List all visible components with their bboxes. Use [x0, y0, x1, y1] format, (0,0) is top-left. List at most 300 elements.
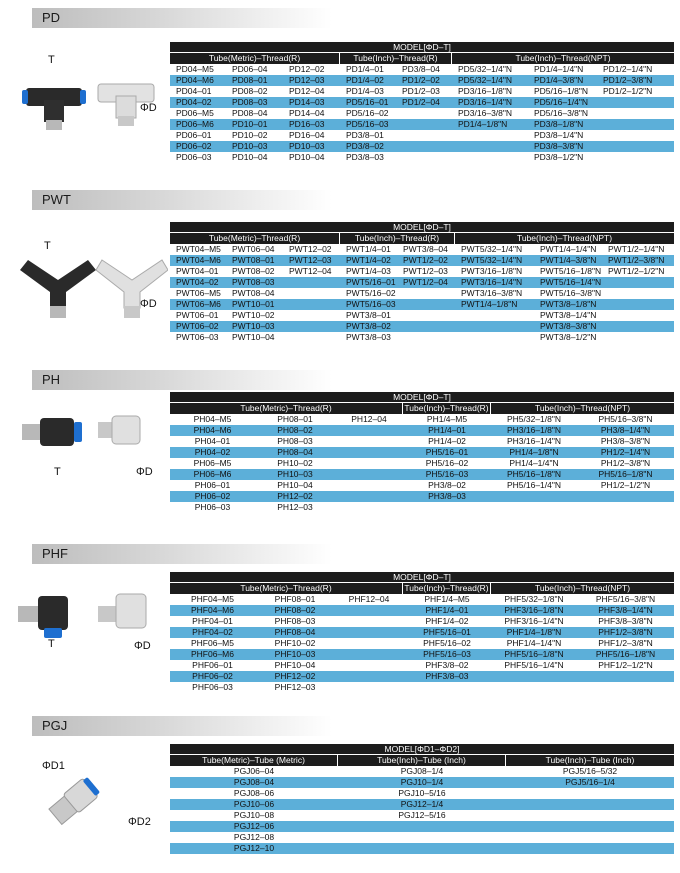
table-row [170, 277, 674, 288]
table-cell: PD5/16–3/8"N [534, 108, 589, 118]
table-row [170, 766, 674, 777]
table-cell: PWT3/8–3/8"N [540, 321, 597, 331]
model-header: MODEL[ΦD–T] [170, 572, 674, 583]
table-cell: PHF3/16–1/8"N [504, 605, 564, 615]
table-cell: PGJ10–06 [233, 799, 275, 809]
group-header-row [170, 233, 674, 244]
table-cell: PD1/2–1/2"N [603, 86, 653, 96]
table-cell: PH08–03 [277, 436, 313, 446]
table-row [170, 64, 674, 75]
table-cell: PH5/16–1/8"N [506, 469, 562, 479]
table-cell: PWT1/2–04 [403, 277, 448, 287]
table-cell: PH10–03 [277, 469, 313, 479]
table-cell: PHF08–01 [274, 594, 316, 604]
table-cell: PWT1/4–01 [346, 244, 391, 254]
table-cell [397, 332, 455, 343]
table-cell: PWT3/8–01 [346, 310, 391, 320]
table-cell: PH1/4–1/4"N [509, 458, 559, 468]
table-cell: PH04–M6 [193, 425, 232, 435]
elbow-fitting-image [18, 410, 148, 460]
table-cell: PWT1/4–1/4"N [540, 244, 597, 254]
table-row [170, 605, 674, 616]
table-cell: PD12–04 [289, 86, 325, 96]
table-row [170, 594, 674, 605]
table-cell: PH06–M5 [193, 458, 232, 468]
table-cell: PD04–M5 [176, 64, 214, 74]
table-row [170, 671, 674, 682]
table-cell: PHF5/16–1/8"N [504, 649, 564, 659]
table-cell: PD1/4–01 [346, 64, 384, 74]
table-cell: PHF10–03 [274, 649, 316, 659]
table-cell: PWT10–04 [232, 332, 275, 342]
table-row [170, 616, 674, 627]
table-cell [455, 321, 534, 332]
table-cell: PGJ06–04 [233, 766, 275, 776]
table-row [170, 469, 674, 480]
table-cell [335, 649, 403, 660]
table-cell: PWT5/32–1/4"N [461, 244, 523, 254]
group-header: Tube(Inch)–Tube (Inch) [545, 755, 635, 765]
table-cell: PGJ5/16–1/4 [565, 777, 615, 787]
table-cell [403, 682, 491, 693]
table-cell: PH06–M6 [193, 469, 232, 479]
table-cell: PH3/8–1/4"N [600, 425, 651, 435]
group-header: Tube(Metric)–Thread(R) [170, 53, 340, 64]
table-cell: PHF5/16–3/8"N [595, 594, 656, 604]
table-cell: PHF04–M5 [191, 594, 234, 604]
table-cell [455, 310, 534, 321]
table-row [170, 821, 674, 832]
table-cell: PD10–04 [232, 152, 268, 162]
table-cell [577, 671, 674, 682]
table-cell: PWT10–01 [232, 299, 275, 309]
table-cell: PH10–02 [277, 458, 313, 468]
table-cell: PWT3/8–03 [346, 332, 391, 342]
table-cell [452, 130, 528, 141]
table-cell: PH3/16–1/8"N [506, 425, 562, 435]
table-row [170, 244, 674, 255]
table-cell [491, 502, 577, 513]
table-cell: PH5/16–02 [425, 458, 469, 468]
table-cell [597, 97, 674, 108]
group-header-row [170, 755, 674, 766]
model-header: MODEL[ΦD1–ΦD2] [170, 744, 674, 755]
table-cell: PD06–M6 [176, 119, 214, 129]
table-row [170, 458, 674, 469]
model-header: MODEL[ΦD–T] [170, 42, 674, 53]
table-cell: PWT1/2–1/4"N [608, 244, 665, 254]
table-cell: PD3/8–3/8"N [534, 141, 584, 151]
model-table [170, 392, 674, 513]
table-cell: PD10–03 [232, 141, 268, 151]
table-cell: PD08–01 [232, 75, 268, 85]
table-cell: PD1/2–02 [402, 75, 440, 85]
table-cell: PD04–02 [176, 97, 212, 107]
table-cell: PH1/2–3/8"N [600, 458, 651, 468]
table-cell [506, 821, 674, 832]
table-cell: PWT1/4–1/8"N [461, 299, 518, 309]
table-cell: PD3/8–01 [346, 130, 384, 140]
table-cell: PH3/8–02 [428, 480, 466, 490]
table-row [170, 638, 674, 649]
table-cell: PWT1/4–02 [346, 255, 391, 265]
table-cell [597, 141, 674, 152]
table-cell: PGJ10–08 [233, 810, 275, 820]
group-header: Tube(Inch)–Thread(NPT) [534, 583, 631, 593]
table-cell [577, 682, 674, 693]
table-cell [602, 321, 674, 332]
table-cell: PHF04–M6 [191, 605, 234, 615]
table-cell: PD3/8–02 [346, 141, 384, 151]
table-row [170, 108, 674, 119]
table-row [170, 777, 674, 788]
group-header: Tube(Inch)–Thread(NPT) [516, 233, 613, 243]
table-cell [597, 108, 674, 119]
table-row [170, 832, 674, 843]
table-cell: PHF3/8–03 [425, 671, 469, 681]
table-cell: PHF08–04 [274, 627, 316, 637]
table-cell: PWT08–03 [232, 277, 275, 287]
table-cell [283, 288, 340, 299]
table-cell: PGJ08–06 [233, 788, 275, 798]
table-cell: PD10–02 [232, 130, 268, 140]
table-cell: PHF08–02 [274, 605, 316, 615]
table-row [170, 75, 674, 86]
section-pd [0, 8, 680, 178]
table-cell: PH3/8–03 [428, 491, 466, 501]
table-cell [335, 638, 403, 649]
table-cell [335, 447, 403, 458]
diameter-label: ΦD [140, 298, 157, 310]
table-cell: PWT5/16–03 [346, 299, 396, 309]
table-cell [335, 436, 403, 447]
table-cell [597, 119, 674, 130]
table-cell [491, 491, 577, 502]
table-cell: PWT3/8–02 [346, 321, 391, 331]
table-cell [396, 152, 452, 163]
group-header: Tube(Inch)–Thread(R) [403, 403, 491, 414]
inlet-diameter-label: ΦD1 [42, 760, 65, 772]
table-cell: PD12–02 [289, 64, 325, 74]
table-cell: PHF06–03 [192, 682, 233, 692]
table-row [170, 288, 674, 299]
section-title: PH [32, 370, 332, 390]
model-header: MODEL[ΦD–T] [170, 392, 674, 403]
table-cell: PWT04–02 [176, 277, 219, 287]
table-cell: PH1/2–1/4"N [600, 447, 651, 457]
table-cell: PHF12–02 [274, 671, 316, 681]
table-cell: PD3/8–04 [402, 64, 440, 74]
section-title: PHF [32, 544, 332, 564]
table-cell [506, 810, 674, 821]
table-cell: PD1/4–1/8"N [458, 119, 508, 129]
table-cell: PWT3/16–1/4"N [461, 277, 523, 287]
table-cell: PWT1/4–03 [346, 266, 391, 276]
model-table [170, 42, 674, 163]
table-row [170, 843, 674, 854]
thread-label: T [48, 638, 55, 650]
table-cell: PH12–03 [277, 502, 313, 512]
table-cell: PHF1/2–1/2"N [598, 660, 653, 670]
table-cell [335, 480, 403, 491]
model-table [170, 222, 674, 343]
table-cell: PWT08–04 [232, 288, 275, 298]
table-cell [577, 491, 674, 502]
table-cell: PWT04–M6 [176, 255, 221, 265]
table-cell [577, 502, 674, 513]
table-cell [335, 627, 403, 638]
table-cell: PHF06–02 [192, 671, 233, 681]
table-cell: PHF1/4–M5 [424, 594, 470, 604]
table-cell [506, 799, 674, 810]
table-cell: PHF1/2–3/8"N [598, 638, 653, 648]
table-cell: PHF1/4–02 [425, 616, 469, 626]
table-row [170, 332, 674, 343]
table-cell: PWT5/32–1/4"N [461, 255, 523, 265]
table-cell [335, 682, 403, 693]
table-cell: PD10–04 [289, 152, 325, 162]
table-cell [602, 332, 674, 343]
table-cell [396, 108, 452, 119]
section-title: PGJ [32, 716, 332, 736]
table-cell: PWT10–03 [232, 321, 275, 331]
table-cell: PGJ5/16–5/32 [562, 766, 618, 776]
table-cell: PH5/16–1/8"N [598, 469, 653, 479]
table-cell: PH1/4–01 [428, 425, 466, 435]
table-cell: PD5/16–02 [346, 108, 389, 118]
table-cell: PWT5/16–1/4"N [540, 277, 602, 287]
table-cell: PD3/8–1/8"N [534, 119, 584, 129]
table-row [170, 649, 674, 660]
table-cell: PWT06–M6 [176, 299, 221, 309]
table-cell [335, 605, 403, 616]
table-cell: PH04–01 [194, 436, 231, 446]
table-cell: PD12–03 [289, 75, 325, 85]
table-cell: PD5/32–1/4"N [458, 75, 513, 85]
table-cell [602, 310, 674, 321]
table-cell: PHF3/16–1/4"N [504, 616, 564, 626]
table-cell: PH08–02 [277, 425, 313, 435]
table-cell: PH3/16–1/4"N [506, 436, 562, 446]
table-cell: PD06–01 [176, 130, 212, 140]
table-cell [397, 288, 455, 299]
table-cell: PH5/16–1/4"N [506, 480, 562, 490]
table-cell: PWT08–02 [232, 266, 275, 276]
table-cell [491, 671, 577, 682]
table-cell: PD1/2–03 [402, 86, 440, 96]
table-cell [335, 469, 403, 480]
table-row [170, 141, 674, 152]
thread-label: T [44, 240, 51, 252]
table-row [170, 310, 674, 321]
table-cell: PHF3/8–1/4"N [598, 605, 653, 615]
table-cell [597, 130, 674, 141]
group-header-row [170, 583, 674, 594]
table-cell [506, 832, 674, 843]
table-cell: PD1/2–1/4"N [603, 64, 653, 74]
table-cell: PD5/16–1/4"N [534, 97, 589, 107]
table-row [170, 447, 674, 458]
table-cell: PHF3/8–02 [425, 660, 469, 670]
table-cell: PHF1/4–01 [425, 605, 469, 615]
table-cell: PD1/4–1/4"N [534, 64, 584, 74]
table-cell: PD06–02 [176, 141, 212, 151]
table-cell: PHF12–03 [274, 682, 316, 692]
table-cell: PWT04–M5 [176, 244, 221, 254]
table-cell: PH1/4–02 [428, 436, 466, 446]
table-cell: PWT1/2–02 [403, 255, 448, 265]
diameter-label: ΦD [134, 640, 151, 652]
table-cell: PD5/16–1/8"N [534, 86, 589, 96]
table-cell: PWT3/16–3/8"N [461, 288, 523, 298]
group-header-row [170, 403, 674, 414]
table-cell: PH12–04 [351, 414, 387, 424]
table-cell: PD3/16–1/8"N [458, 86, 513, 96]
table-cell: PD3/8–03 [346, 152, 384, 162]
table-cell: PD16–04 [289, 130, 325, 140]
table-cell: PD06–04 [232, 64, 268, 74]
table-cell: PWT3/8–1/8"N [540, 299, 597, 309]
table-cell: PD08–02 [232, 86, 268, 96]
table-cell: PWT10–02 [232, 310, 275, 320]
table-row [170, 130, 674, 141]
table-cell [396, 141, 452, 152]
table-cell: PD04–01 [176, 86, 212, 96]
table-cell: PGJ08–04 [233, 777, 275, 787]
table-cell: PD1/4–3/8"N [534, 75, 584, 85]
model-table [170, 744, 674, 854]
table-cell: PD3/16–3/8"N [458, 108, 513, 118]
table-cell: PH1/4–1/8"N [509, 447, 559, 457]
table-cell: PH08–04 [277, 447, 313, 457]
group-header: Tube(Inch)–Thread(NPT) [534, 403, 631, 413]
table-cell: PWT08–01 [232, 255, 275, 265]
table-cell [335, 458, 403, 469]
table-cell: PWT06–M5 [176, 288, 221, 298]
model-table [170, 572, 674, 693]
table-cell: PHF1/4–1/8"N [506, 627, 562, 637]
table-cell [335, 425, 403, 436]
table-row [170, 97, 674, 108]
table-cell [335, 502, 403, 513]
wye-fitting-image [18, 250, 168, 330]
table-row [170, 502, 674, 513]
table-cell: PHF08–03 [274, 616, 316, 626]
table-cell: PD1/4–02 [346, 75, 384, 85]
table-cell: PHF04–01 [192, 616, 233, 626]
table-cell: PWT06–01 [176, 310, 219, 320]
table-cell: PHF1/2–3/8"N [598, 627, 653, 637]
table-cell: PGJ10–5/16 [398, 788, 446, 798]
table-cell: PHF06–M5 [191, 638, 234, 648]
table-cell: PD5/16–03 [346, 119, 389, 129]
table-cell [452, 141, 528, 152]
table-cell: PGJ12–10 [233, 843, 275, 853]
table-cell: PH10–04 [277, 480, 313, 490]
section-ph [0, 370, 680, 540]
diameter-label: ΦD [136, 466, 153, 478]
table-cell: PD04–M6 [176, 75, 214, 85]
table-cell: PD08–03 [232, 97, 268, 107]
table-cell [338, 821, 506, 832]
table-cell: PH1/2–1/2"N [600, 480, 651, 490]
diameter-label: ΦD [140, 102, 157, 114]
table-cell: PWT3/8–1/4"N [540, 310, 597, 320]
table-cell [338, 843, 506, 854]
plug-in-reducer-image [38, 772, 108, 832]
table-cell [455, 332, 534, 343]
table-cell: PGJ08–1/4 [400, 766, 444, 776]
section-pwt [0, 190, 680, 360]
table-cell [396, 130, 452, 141]
table-cell [602, 299, 674, 310]
table-cell [396, 119, 452, 130]
table-cell: PD10–01 [232, 119, 268, 129]
table-row [170, 321, 674, 332]
table-cell [283, 321, 340, 332]
table-cell [397, 321, 455, 332]
table-cell [506, 843, 674, 854]
table-cell: PH06–01 [194, 480, 231, 490]
table-cell [338, 832, 506, 843]
table-cell: PHF10–04 [274, 660, 316, 670]
table-cell: PD5/32–1/4"N [458, 64, 513, 74]
table-cell: PH08–01 [277, 414, 313, 424]
table-cell: PHF5/16–03 [423, 649, 471, 659]
table-cell: PD3/8–1/2"N [534, 152, 584, 162]
table-cell: PHF5/16–01 [423, 627, 471, 637]
table-row [170, 682, 674, 693]
table-cell: PWT1/2–03 [403, 266, 448, 276]
table-row [170, 436, 674, 447]
section-pgj [0, 716, 680, 873]
table-cell: PWT3/8–04 [403, 244, 448, 254]
group-header: Tube(Inch)–Thread(R) [340, 233, 455, 244]
table-cell: PHF1/4–1/4"N [506, 638, 562, 648]
table-cell [491, 682, 577, 693]
group-header: Tube(Metric)–Thread(R) [170, 233, 340, 244]
table-cell: PD16–03 [289, 119, 325, 129]
group-header: Tube(Metric)–Thread(R) [170, 403, 403, 414]
table-cell: PHF10–02 [274, 638, 316, 648]
table-cell [452, 152, 528, 163]
thread-label: T [54, 466, 61, 478]
table-cell [335, 491, 403, 502]
table-cell: PD5/16–01 [346, 97, 389, 107]
table-cell [335, 660, 403, 671]
table-row [170, 810, 674, 821]
table-cell [397, 310, 455, 321]
table-cell: PH04–02 [194, 447, 231, 457]
outlet-diameter-label: ΦD2 [128, 816, 151, 828]
table-cell: PWT3/8–1/2"N [540, 332, 597, 342]
table-cell: PH06–03 [194, 502, 231, 512]
section-phf [0, 544, 680, 714]
group-header: Tube(Metric)–Thread(R) [170, 583, 403, 594]
table-cell: PD14–04 [289, 108, 325, 118]
table-cell: PH5/16–3/8"N [598, 414, 653, 424]
table-cell: PWT3/16–1/8"N [461, 266, 523, 276]
group-header: Tube(Inch)–Tube (Inch) [338, 755, 506, 766]
table-cell: PGJ12–08 [233, 832, 275, 842]
table-cell: PWT06–02 [176, 321, 219, 331]
table-cell [283, 299, 340, 310]
table-cell: PWT5/16–01 [346, 277, 396, 287]
table-cell [283, 332, 340, 343]
table-cell: PHF5/32–1/8"N [504, 594, 564, 604]
section-title: PD [32, 8, 332, 28]
table-cell: PD06–03 [176, 152, 212, 162]
